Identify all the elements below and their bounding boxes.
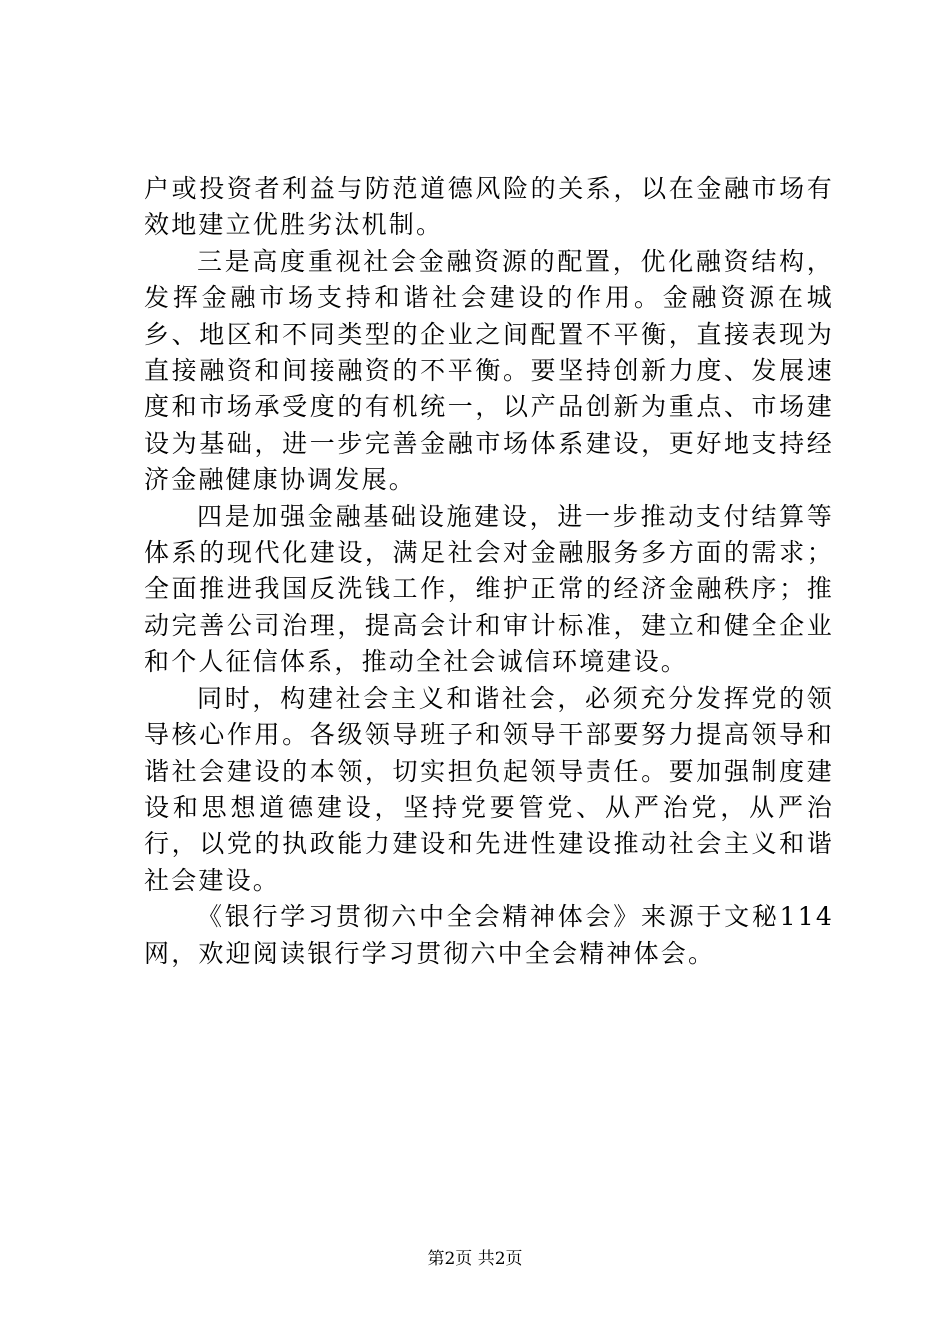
document-body (144, 171, 834, 972)
paragraph-4: 同时，构建社会主义和谐社会，必须充分发挥党的领导核心作用。各级领导班子和领导干部要努力提高领导和谐社会建设的本领，切实担负起领导责任。要加强制度建设和思想道德建设，坚持党要管党、从严治党，从严治行，以党的执政能力建设和先进性建设推动社会主义和谐社会建设。 (144, 683, 834, 895)
paragraph-5: 《银行学习贯彻六中全会精神体会》来源于文秘114网，欢迎阅读银行学习贯彻六中全会精神体会。 (144, 902, 834, 968)
paragraph-3: 四是加强金融基础设施建设，进一步推动支付结算等体系的现代化建设，满足社会对金融服务多方面的需求；全面推进我国反洗钱工作，维护正常的经济金融秩序；推动完善公司治理，提高会计和审计标准，建立和健全企业和个人征信体系，推动全社会诚信环境建设。 (144, 501, 834, 677)
page-number-footer: 第2页 共2页 (427, 1249, 523, 1269)
paragraph-2: 三是高度重视社会金融资源的配置，优化融资结构，发挥金融市场支持和谐社会建设的作用。金融资源在城乡、地区和不同类型的企业之间配置不平衡，直接表现为直接融资和间接融资的不平衡。要坚持创新力度、发展速度和市场承受度的有机统一，以产品创新为重点、市场建设为基础，进一步完善金融市场体系建设，更好地支持经济金融健康协调发展。 (144, 246, 834, 495)
paragraph-1: 户或投资者利益与防范道德风险的关系，以在金融市场有效地建立优胜劣汰机制。 (144, 174, 834, 240)
